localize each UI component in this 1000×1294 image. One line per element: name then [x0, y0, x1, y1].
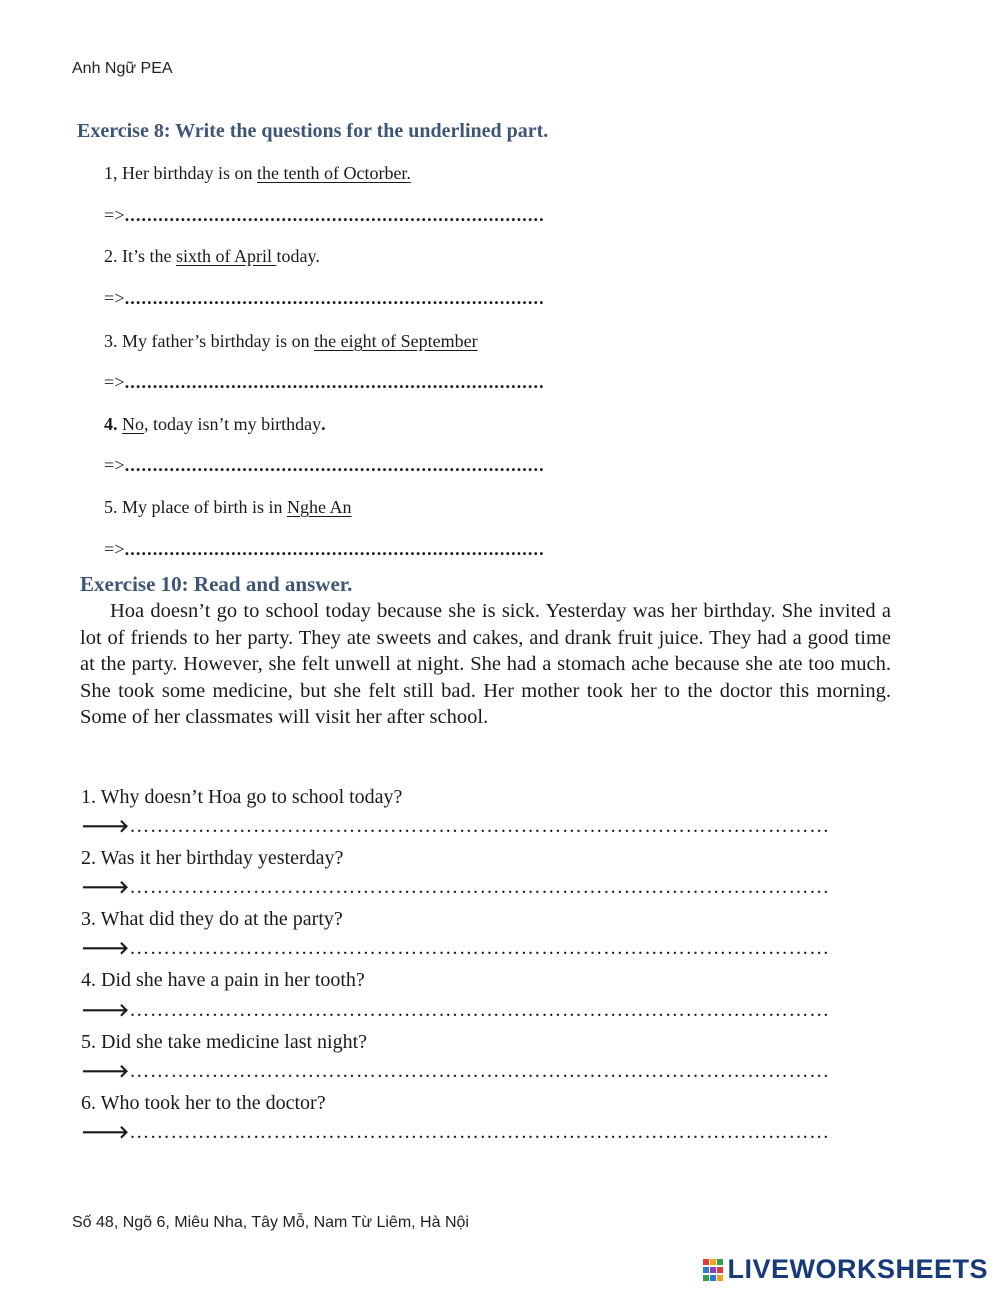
underlined-part: No — [122, 414, 144, 434]
arrow-right-icon: 🡒 — [81, 877, 130, 898]
arrow-right-icon: 🡒 — [81, 1122, 130, 1143]
arrow-right-icon: 🡒 — [81, 938, 130, 959]
arrow-right-icon: 🡒 — [81, 816, 130, 837]
footer-address: Số 48, Ngõ 6, Miêu Nha, Tây Mỗ, Nam Từ Liêm, Hà Nội — [72, 1214, 469, 1231]
exercise-8-question-2: 2. It’s the sixth of April today. — [104, 246, 320, 266]
header-text: Anh Ngữ PEA — [72, 60, 173, 77]
exercise-10-question-4: 4. Did she have a pain in her tooth? — [81, 969, 365, 991]
liveworksheets-logo[interactable] — [703, 1254, 988, 1285]
exercise-8-title: Exercise 8: Write the questions for the underlined part. — [77, 120, 549, 142]
exercise-10-question-2: 2. Was it her birthday yesterday? — [81, 847, 344, 869]
exercise-8-answer-line-4[interactable]: =>........................................................................... — [104, 455, 545, 475]
exercise-8-question-4: 4. No, today isn’t my birthday. — [104, 414, 326, 434]
exercise-8-answer-line-1[interactable]: =>........................................................................... — [104, 205, 545, 225]
underlined-part: the eight of September — [314, 331, 478, 351]
exercise-8-question-5: 5. My place of birth is in Nghe An — [104, 497, 352, 517]
exercise-10-answer-line-2[interactable]: 🡒………………………………………………………………………………………… — [81, 876, 830, 898]
exercise-10-question-5: 5. Did she take medicine last night? — [81, 1031, 368, 1053]
exercise-10-answer-line-6[interactable]: 🡒………………………………………………………………………………………… — [81, 1121, 830, 1143]
underlined-part: sixth of April — [176, 246, 277, 266]
underlined-part: Nghe An — [286, 497, 352, 517]
liveworksheets-logo-text: LIVEWORKSHEETS — [727, 1254, 988, 1284]
exercise-8-answer-line-3[interactable]: =>........................................................................... — [104, 372, 545, 392]
exercise-10-answer-line-4[interactable]: 🡒………………………………………………………………………………………… — [81, 999, 830, 1021]
exercise-10-answer-line-3[interactable]: 🡒………………………………………………………………………………………… — [81, 937, 830, 959]
arrow-right-icon: 🡒 — [81, 1000, 130, 1021]
exercise-8-answer-line-5[interactable]: =>........................................................................... — [104, 539, 545, 559]
underlined-part: the tenth of Octorber. — [256, 163, 411, 183]
exercise-8-question-3: 3. My father’s birthday is on the eight of September — [104, 331, 478, 351]
exercise-8-answer-line-2[interactable]: =>........................................................................... — [104, 288, 545, 308]
exercise-8-question-1: 1, Her birthday is on the tenth of Octorber. — [104, 163, 411, 183]
reading-passage: Hoa doesn’t go to school today because she is sick. Yesterday was her birthday. She invited a lot of friends to her party. They ate sweets and cakes, and drank fruit juice. They had a good time at the party. However, she felt unwell at night. She had a stomach ache because she ate too much. She took some medicine, but she felt still bad. Her mother took her to the doctor this morning. Some of her classmates will visit her after school. — [80, 600, 891, 729]
arrow-right-icon: 🡒 — [81, 1061, 130, 1082]
exercise-10-answer-line-5[interactable]: 🡒………………………………………………………………………………………… — [81, 1060, 830, 1082]
exercise-10-question-3: 3. What did they do at the party? — [81, 908, 343, 930]
exercise-10-question-6: 6. Who took her to the doctor? — [81, 1092, 326, 1114]
exercise-10-answer-line-1[interactable]: 🡒………………………………………………………………………………………… — [81, 815, 830, 837]
liveworksheets-logo-icon — [703, 1259, 723, 1281]
exercise-10-title: Exercise 10: Read and answer. — [80, 572, 353, 596]
exercise-10-question-1: 1. Why doesn’t Hoa go to school today? — [81, 786, 403, 808]
